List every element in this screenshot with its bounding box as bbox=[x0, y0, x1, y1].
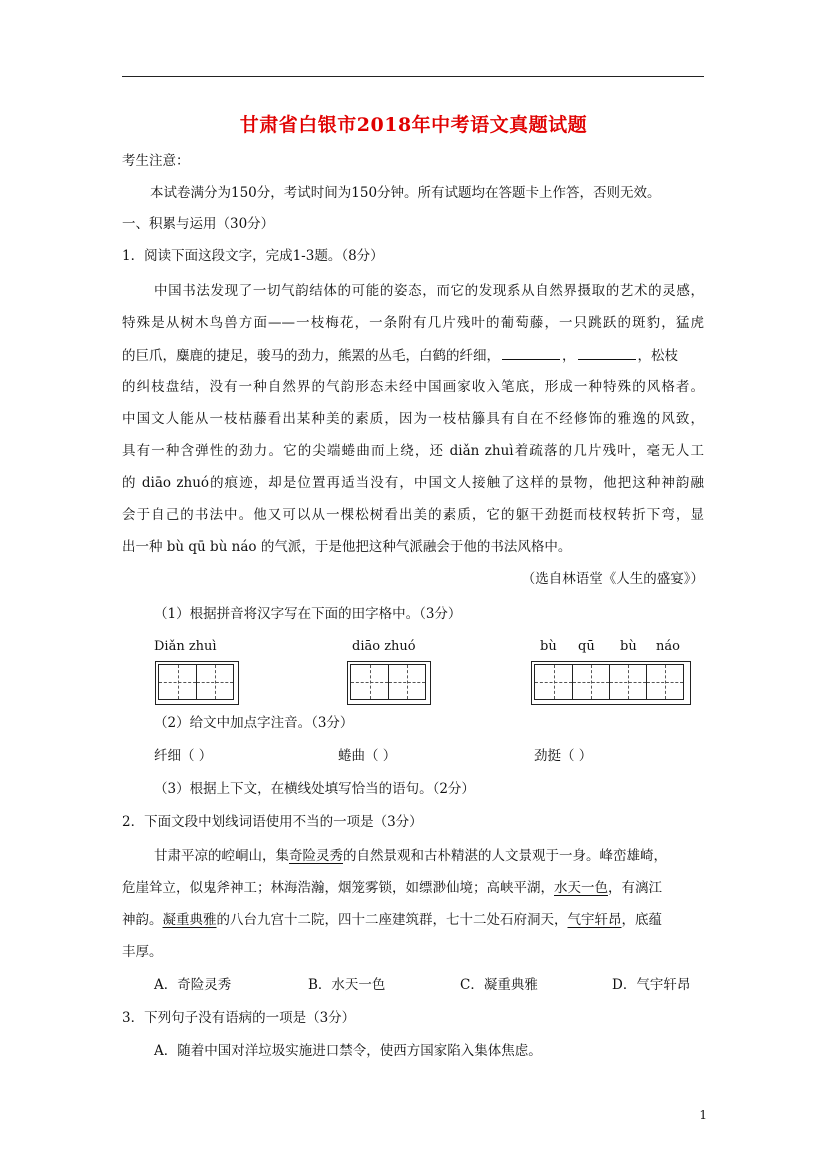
passage-line-5: 中国文人能从一枝枯藤看出某种美的素质，因为一枝枯籐具有自在不经修饰的雅逸的风致， bbox=[122, 411, 704, 427]
fill-blank-2[interactable] bbox=[578, 345, 636, 360]
pinyin-diaozhuo: diāo zhuó bbox=[352, 639, 416, 654]
passage-line-3 bbox=[122, 345, 704, 366]
q2-option-a[interactable]: A．奇险灵秀 bbox=[154, 977, 232, 993]
question-2-stem: 2．下面文段中划线词语使用不当的一项是（3分） bbox=[122, 814, 423, 830]
notice-body: 本试卷满分为150分，考试时间为150分钟。所有试题均在答题卡上作答，否则无效。 bbox=[150, 185, 661, 201]
passage-line-4: 的纠枝盘结，没有一种自然界的气韵形态未经中国画家收入笔底，形成一种特殊的风格者。 bbox=[122, 379, 704, 395]
passage-line-1: 中国书法发现了一切气韵结体的可能的姿态，而它的发现系从自然界摄取的艺术的灵感， bbox=[154, 283, 704, 299]
q2-line-2 bbox=[122, 878, 662, 898]
pinyin-qu: qū bbox=[578, 639, 595, 654]
pinyin-bu-2: bù bbox=[620, 639, 637, 654]
q2-line-3 bbox=[122, 910, 662, 930]
underlined-term-d: 气宇轩昂 bbox=[567, 912, 622, 928]
grid-cell[interactable] bbox=[196, 665, 233, 699]
question-3-stem: 3．下列句子没有语病的一项是（3分） bbox=[122, 1010, 356, 1026]
page-title: 甘肃省白银市2018年中考语文真题试题 bbox=[239, 114, 588, 136]
blank-separator: ， bbox=[562, 348, 576, 364]
pronunciation-xianxi[interactable]: 纤细（ ） bbox=[154, 748, 213, 764]
section-heading: 一、积累与运用（30分） bbox=[122, 216, 275, 232]
grid-cell[interactable] bbox=[388, 665, 425, 699]
q2-text: ，底蕴 bbox=[621, 912, 662, 928]
q2-line-4: 丰厚。 bbox=[122, 944, 163, 960]
q2-line-1 bbox=[154, 846, 667, 866]
q2-option-b[interactable]: B．水天一色 bbox=[308, 977, 386, 993]
grid-cell[interactable] bbox=[609, 665, 646, 699]
q3-option-a[interactable]: A．随着中国对洋垃圾实施进口禁令，使西方国家陷入集体焦虑。 bbox=[154, 1043, 542, 1059]
grid-cell[interactable] bbox=[572, 665, 609, 699]
tianzi-grid-3[interactable] bbox=[534, 664, 684, 700]
q2-option-c[interactable]: C．凝重典雅 bbox=[460, 977, 538, 993]
question-1-stem: 1．阅读下面这段文字，完成1-3题。（8分） bbox=[122, 248, 384, 264]
pinyin-bu-1: bù bbox=[540, 639, 557, 654]
q2-text: 的自然景观和古朴精湛的人文景观于一身。峰峦雄崎， bbox=[343, 848, 667, 864]
underlined-term-a: 奇险灵秀 bbox=[289, 848, 343, 864]
page-number: 1 bbox=[699, 1108, 707, 1122]
subquestion-1: （1）根据拼音将汉字写在下面的田字格中。（3分） bbox=[154, 606, 462, 622]
passage-source: （选自林语堂《人生的盛宴》） bbox=[521, 571, 704, 587]
passage-line-2: 特殊是从树木鸟兽方面——一枝梅花，一条附有几片残叶的葡萄藤，一只跳跃的斑豹，猛虎 bbox=[122, 315, 704, 331]
grid-cell[interactable] bbox=[159, 665, 196, 699]
underlined-term-c: 凝重典雅 bbox=[162, 912, 217, 928]
pinyin-dianzhui: Diǎn zhuì bbox=[154, 639, 217, 654]
q2-text: ，有漓江 bbox=[608, 880, 662, 896]
subquestion-3: （3）根据上下文，在横线处填写恰当的语句。（2分） bbox=[154, 781, 475, 797]
notice-heading: 考生注意： bbox=[122, 153, 190, 169]
pinyin-nao: náo bbox=[656, 639, 680, 654]
passage-line-6: 具有一种含弹性的劲力。它的尖端蜷曲而上绕，还 diǎn zhuì着疏落的几片残叶，毫无人工 bbox=[122, 443, 704, 459]
grid-cell[interactable] bbox=[351, 665, 388, 699]
passage-line-9: 出一种 bù qū bù náo 的气派，于是他把这种气派融会于他的书法风格中。 bbox=[122, 539, 572, 555]
passage-line-7: 的 diāo zhuó的痕迹，却是位置再适当没有，中国文人接触了这样的景物，他把这种神韵融 bbox=[122, 475, 704, 491]
underlined-term-b: 水天一色 bbox=[554, 880, 608, 896]
grid-cell[interactable] bbox=[646, 665, 683, 699]
q2-option-d[interactable]: D．气宇轩昂 bbox=[612, 977, 691, 993]
pronunciation-jingting[interactable]: 劲挺（ ） bbox=[534, 748, 593, 764]
header-rule bbox=[122, 76, 704, 77]
pronunciation-quanqu[interactable]: 蜷曲（ ） bbox=[338, 748, 397, 764]
q2-text: 的八台九宫十二院，四十二座建筑群，七十二处石府洞天， bbox=[216, 912, 568, 928]
tianzi-grid-1[interactable] bbox=[158, 664, 234, 700]
passage-line-3-tail: ，松枝 bbox=[637, 348, 678, 364]
q2-text: 甘肃平凉的崆峒山，集 bbox=[154, 848, 289, 864]
subquestion-2: （2）给文中加点字注音。（3分） bbox=[154, 715, 354, 731]
tianzi-grid-2[interactable] bbox=[350, 664, 426, 700]
passage-line-8: 会于自己的书法中。他又可以从一棵松树看出美的素质，它的躯干劲挺而枝杈转折下弯，显 bbox=[122, 507, 704, 523]
q2-text: 神韵。 bbox=[122, 912, 163, 928]
grid-cell[interactable] bbox=[535, 665, 572, 699]
passage-line-3-text: 的巨爪，麋鹿的捷足，骏马的劲力，熊罴的丛毛，白鹤的纤细， bbox=[122, 348, 500, 364]
fill-blank-1[interactable] bbox=[502, 345, 560, 360]
q2-text: 危崖耸立，似鬼斧神工；林海浩瀚，烟笼雾锁，如缥渺仙境；高峡平湖， bbox=[122, 880, 554, 896]
